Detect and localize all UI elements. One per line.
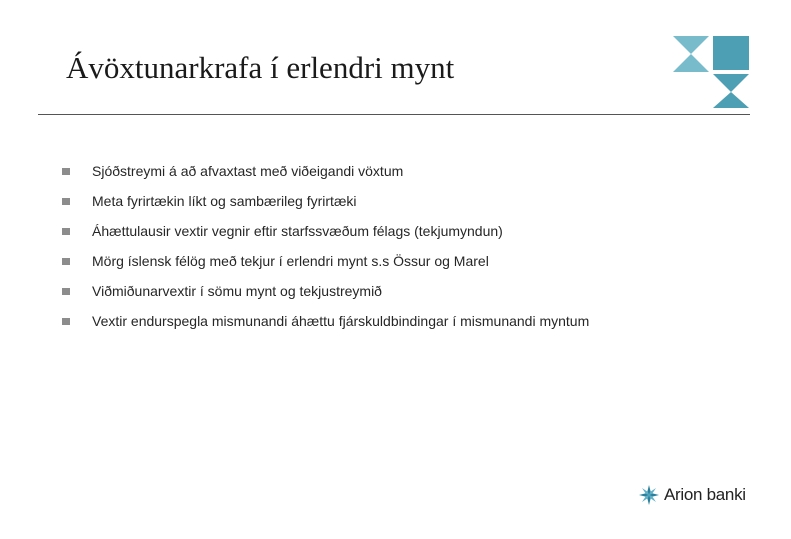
arion-square-triangles-icon <box>673 36 751 108</box>
square-bullet-icon <box>62 258 70 265</box>
brand-name: Arion banki <box>664 485 746 504</box>
square-bullet-icon <box>62 228 70 235</box>
square-bullet-icon <box>62 198 70 205</box>
square-bullet-icon <box>62 168 70 175</box>
square-bullet-icon <box>62 288 70 295</box>
footer-brand <box>638 484 746 506</box>
page-title: Ávöxtunarkrafa í erlendri mynt <box>66 50 455 85</box>
square-bullet-icon <box>62 318 70 325</box>
arion-star-icon <box>638 484 660 506</box>
title-divider <box>38 114 750 115</box>
